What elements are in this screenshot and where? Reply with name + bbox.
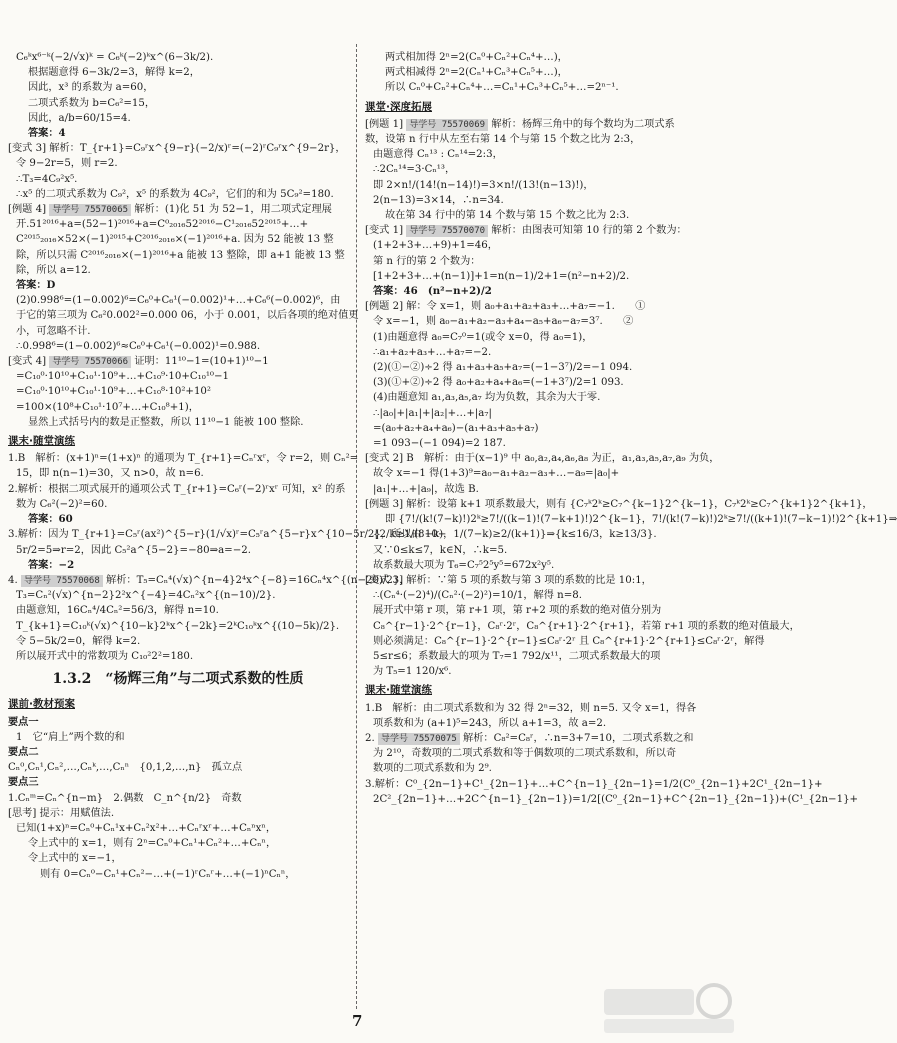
text-line: =C₁₀⁰·10¹⁰+C₁₀¹·10⁹+…+C₁₀⁸·10²+10²	[16, 386, 211, 398]
section-header: 课末·随堂演练	[365, 684, 432, 697]
text-line: 令 5−5k/2=0，解得 k=2.	[16, 635, 141, 647]
study-code-badge: 导学号 75570075	[378, 733, 460, 745]
labeled-line	[365, 731, 741, 746]
text-line: (4)由题意知 a₁,a₃,a₅,a₇ 均为负数，其余为大于零.	[373, 392, 601, 404]
text-line: 答案：60	[28, 513, 73, 526]
text-line: 数，设第 n 行中从左至右第 14 个与第 15 个数之比为 2:3，	[365, 134, 641, 146]
text-line: 第 n 行的第 2 个数为：	[373, 255, 481, 267]
text-line: C₆ᵏx⁶⁻ᵏ(−2/√x)ᵏ = C₆ᵏ(−2)ᵏx^(6−3k/2).	[16, 52, 214, 63]
text-line: 则必须满足：C₈^{r−1}·2^{r−1}≤C₈ʳ·2ʳ 且 C₈^{r+1}·2^{r+1}≤C₈ʳ·2ʳ，解得	[373, 635, 765, 647]
text-line: ∴|a₀|+|a₁|+|a₂|+…+|a₇|	[373, 407, 492, 419]
text-line: 开.51²⁰¹⁶+a=(52−1)²⁰¹⁶+a=C⁰₂₀₁₆52²⁰¹⁶−C¹₂₀₁₆52²⁰¹⁵+…+	[16, 219, 309, 231]
text-line: 2(n−13)=3×14，∴n=34.	[373, 194, 504, 206]
text-line: [例题 3] 解析：设第 k+1 项系数最大，则有 {C₇ᵏ2ᵏ≥C₇^{k−1}2^{k−1}，C₇ᵏ2ᵏ≥C₇^{k+1}2^{k+1}，	[365, 498, 873, 510]
study-code-badge: 导学号 75570068	[21, 575, 103, 587]
right-column	[365, 50, 897, 807]
labeled-line	[8, 573, 410, 588]
text-line: C₈^{r−1}·2^{r−1}，C₈ʳ·2ʳ，C₈^{r+1}·2^{r+1}，若第 r+1 项的系数的绝对值最大，	[373, 620, 800, 632]
text-line: 答案：4	[28, 127, 66, 140]
line-text: 解析：杨辉三角中的每个数均为二项式系	[488, 118, 675, 130]
text-line: 故令 x=−1 得(1+3)⁹=a₀−a₁+a₂−a₃+…−a₉=|a₀|+	[373, 468, 620, 480]
text-line: ∴2Cₙ¹⁴=3·Cₙ¹³，	[373, 164, 456, 176]
labeled-line	[8, 202, 348, 217]
text-line: [变式 3] 解析：T_{r+1}=C₉ʳx^{9−r}(−2/x)ʳ=(−2)ʳC₉ʳx^{9−2r}，	[8, 143, 346, 155]
page-number: 7	[352, 1012, 363, 1030]
line-prefix: [变式 4]	[8, 356, 47, 368]
text-line: 5≤r≤6；系数最大的项为 T₇=1 792/x¹¹，二项式系数最大的项	[373, 650, 661, 662]
watermark-logo	[594, 979, 744, 1039]
text-line: ∴(Cₙ⁴·(−2)⁴)/(Cₙ²·(−2)²)=10/1，解得 n=8.	[373, 590, 582, 602]
column-divider	[356, 44, 357, 1009]
line-prefix: 2.	[365, 732, 375, 744]
line-text: 解析：C₈²=C₈ʳ，∴n=3+7=10，二项式系数之和	[459, 732, 694, 744]
text-line: [变式 3] 解析：∵第 5 项的系数与第 3 项的系数的比是 10:1，	[365, 574, 652, 586]
text-line: T₃=Cₙ²(√x)^{n−2}2²x^{−4}=4Cₙ²x^{(n−10)/2}.	[16, 590, 276, 602]
line-text: 解析：T₅=Cₙ⁴(√x)^{n−4}2⁴x^{−8}=16Cₙ⁴x^{(n−20)/2}，	[102, 574, 410, 586]
study-code-badge: 导学号 75570069	[406, 119, 488, 131]
text-line: =1 093−(−1 094)=2 187.	[373, 438, 506, 450]
text-line: [1+2+3+…+(n−1)]+1=n(n−1)/2+1=(n²−n+2)/2.	[373, 270, 630, 282]
text-line: 5r/2=5⇒r=2，因此 C₅²a^{5−2}=−80⇒a=−2.	[16, 544, 251, 556]
text-line: 显然上式括号内的数是正整数，所以 11¹⁰−1 能被 100 整除.	[28, 416, 304, 428]
section-header: 课末·随堂演练	[8, 435, 75, 448]
text-line: (1)由题意得 a₀=C₇⁰=1(或令 x=0，得 a₀=1)，	[373, 331, 593, 343]
text-line: 令 x=−1，则 a₀−a₁+a₂−a₃+a₄−a₅+a₆−a₇=3⁷. ②	[373, 316, 634, 328]
text-line: 两式相减得 2ⁿ=2(Cₙ¹+Cₙ³+Cₙ⁵+…)，	[385, 67, 568, 79]
section-header: 课前·教材预案	[8, 698, 75, 711]
text-line: 答案：−2	[28, 558, 75, 571]
text-line: (3)(①+②)÷2 得 a₀+a₂+a₄+a₆=(−1+3⁷)/2=1 093.	[373, 377, 624, 389]
text-line: 令上式中的 x=1，则有 2ⁿ=Cₙ⁰+Cₙ¹+Cₙ²+…+Cₙⁿ，	[28, 838, 277, 850]
text-line: (2)0.998⁶=(1−0.002)⁶=C₆⁰+C₆¹(−0.002)¹+…+C₆⁶(−0.002)⁶，由	[16, 295, 341, 307]
text-line: 2C²_{2n−1}+…+2C^{n−1}_{2n−1})=1/2[(C⁰_{2n−1}+C^{2n−1}_{2n−1})+(C¹_{2n−1}+	[373, 793, 859, 805]
text-line: 所以展开式中的常数项为 C₁₀²2²=180.	[16, 650, 194, 662]
line-text: 解析：(1)化 51 为 52−1，用二项式定理展	[131, 204, 332, 216]
text-line: (2)(①−②)÷2 得 a₁+a₃+a₅+a₇=(−1−3⁷)/2=−1 094.	[373, 362, 633, 374]
text-line: 因此，x³ 的系数为 a=60，	[28, 82, 154, 94]
text-line: 则有 0=Cₙ⁰−Cₙ¹+Cₙ²−…+(−1)ʳCₙʳ+…+(−1)ⁿCₙⁿ，	[40, 868, 296, 880]
text-line: (1+2+3+…+9)+1=46，	[373, 240, 498, 252]
text-line: [例题 2] 解：令 x=1，则 a₀+a₁+a₂+a₃+…+a₇=−1. ①	[365, 301, 646, 313]
text-line: ∴a₁+a₂+a₃+…+a₇=−2.	[373, 346, 492, 358]
text-line: 已知(1+x)ⁿ=Cₙ⁰+Cₙ¹x+Cₙ²x²+…+Cₙʳxʳ+…+Cₙⁿxⁿ，	[16, 822, 277, 834]
text-line: 即 2×n!/(14!(n−14)!)=3×n!/(13!(n−13)!)，	[373, 179, 594, 191]
labeled-line	[365, 223, 741, 238]
line-prefix: [例题 1]	[365, 118, 404, 130]
text-line: 2.解析：根据二项式展开的通项公式 T_{r+1}=C₆ʳ(−2)ʳxʳ 可知，x² 的系	[8, 483, 346, 495]
section-header: 课堂·深度拓展	[365, 100, 432, 113]
text-line: 即 {7!/(k!(7−k)!)2ᵏ≥7!/((k−1)!(7−k+1)!)2^{k−1}，7!/(k!(7−k)!)2ᵏ≥7!/((k+1)!(7−k−1)!)2^{k+1}⇒	[385, 514, 897, 526]
text-line: 答案：D	[16, 279, 56, 292]
text-line: {2/k≥1/(8−k)，1/(7−k)≥2/(k+1)}⇒{k≤16/3，k≥13/3}.	[373, 529, 657, 541]
text-line: 要点三	[8, 776, 39, 789]
text-line: 要点二	[8, 745, 39, 758]
text-line: 1 它“肩上”两个数的和	[16, 731, 125, 743]
text-line: 1.B 解析：(x+1)ⁿ=(1+x)ⁿ 的通项为 T_{r+1}=Cₙʳxʳ，令 r=2，则 Cₙ²=	[8, 453, 359, 465]
text-line: 数为 C₆²(−2)²=60.	[16, 498, 108, 510]
text-line: 令 9−2r=5，则 r=2.	[16, 158, 118, 170]
text-line: 1.B 解析：由二项式系数和为 32 得 2ⁿ=32，则 n=5. 又令 x=1，得各	[365, 702, 697, 714]
text-line: 又∵0≤k≤7，k∈N，∴k=5.	[373, 544, 508, 556]
section-heading: 1.3.2 “杨辉三角”与二项式系数的性质	[52, 671, 304, 688]
text-line: 展开式中第 r 项，第 r+1 项，第 r+2 项的系数的绝对值分别为	[373, 605, 662, 617]
text-line: ∴T₃=4C₉²x⁵.	[16, 173, 78, 185]
text-line: 答案：46 (n²−n+2)/2	[373, 285, 492, 298]
text-line: 数项的二项式系数和为 2⁹.	[373, 763, 492, 775]
text-line: |a₁|+…+|a₉|，故选 B.	[373, 483, 479, 495]
text-line: 3.解析：C⁰_{2n−1}+C¹_{2n−1}+…+C^{n−1}_{2n−1}=1/2(C⁰_{2n−1}+2C¹_{2n−1}+	[365, 778, 823, 790]
text-line: 故系数最大项为 T₆=C₇⁵2⁵y⁵=672x²y⁵.	[373, 559, 555, 571]
text-line: Cₙ⁰,Cₙ¹,Cₙ²,…,Cₙᵏ,…,Cₙⁿ {0,1,2,…,n} 孤立点	[8, 762, 243, 774]
text-line: 小，可忽略不计.	[16, 325, 91, 337]
line-text: 解析：由图表可知第 10 行的第 2 个数为：	[488, 225, 687, 237]
text-line: 所以 Cₙ⁰+Cₙ²+Cₙ⁴+…=Cₙ¹+Cₙ³+Cₙ⁵+…=2ⁿ⁻¹.	[385, 82, 619, 94]
study-code-badge: 导学号 75570065	[49, 204, 131, 216]
text-line: 3.解析：因为 T_{r+1}=C₅ʳ(ax²)^{5−r}(1/√x)ʳ=C₅ʳa^{5−r}x^{10−5r/2}，所以由 10−	[8, 529, 447, 541]
text-line: 项系数和为 (a+1)⁵=243，所以 a+1=3，故 a=2.	[373, 717, 607, 729]
text-line: [变式 2] B 解析：由于(x−1)⁹ 中 a₀,a₂,a₄,a₆,a₈ 为正，a₁,a₃,a₅,a₇,a₉ 为负，	[365, 453, 720, 465]
text-line: ∴x⁵ 的二项式系数为 C₉²，x⁵ 的系数为 4C₉²，它们的和为 5C₉²=180.	[16, 188, 334, 200]
text-line: 于它的第三项为 C₆²0.002²=0.000 06，小于 0.001，以后各项的绝对值更	[16, 310, 359, 322]
labeled-line	[365, 117, 741, 132]
text-line: 两式相加得 2ⁿ=2(Cₙ⁰+Cₙ²+Cₙ⁴+…)，	[385, 52, 568, 63]
text-line: 由题意知，16Cₙ⁴/4Cₙ²=56/3，解得 n=10.	[16, 605, 219, 617]
text-line: 要点一	[8, 715, 39, 728]
text-line: 令上式中的 x=−1，	[28, 853, 122, 865]
text-line: 15，即 n(n−1)=30，又 n>0，故 n=6.	[16, 468, 204, 480]
text-line: =(a₀+a₂+a₄+a₆)−(a₁+a₃+a₅+a₇)	[373, 422, 539, 434]
text-line: =100×(10⁸+C₁₀¹·10⁷+…+C₁₀⁸+1)，	[16, 401, 199, 413]
text-line: 除，所以只需 C²⁰¹⁶₂₀₁₆×(−1)²⁰¹⁶+a 能被 13 整除，即 a+1 能被 13 整	[16, 249, 345, 261]
text-line: 因此，a/b=60/15=4.	[28, 112, 131, 124]
study-code-badge: 导学号 75570070	[406, 225, 488, 237]
text-line: 根据题意得 6−3k/2=3，解得 k=2，	[28, 67, 200, 79]
text-line: 为 2¹⁰，奇数项的二项式系数和等于偶数项的二项式系数和，所以奇	[373, 748, 677, 760]
text-line: [思考] 提示：用赋值法.	[8, 807, 115, 819]
line-prefix: [例题 4]	[8, 204, 47, 216]
text-line: 由题意得 Cₙ¹³ : Cₙ¹⁴=2:3，	[373, 149, 503, 161]
text-line: =C₁₀⁰·10¹⁰+C₁₀¹·10⁹+…+C₁₀⁹·10+C₁₀¹⁰−1	[16, 371, 230, 383]
text-line: 为 T₅=1 120/x⁶.	[373, 666, 452, 678]
text-line: ∴0.998⁶=(1−0.002)⁶≈C₆⁰+C₆¹(−0.002)¹=0.988.	[16, 340, 261, 352]
text-line: C²⁰¹⁵₂₀₁₆×52×(−1)²⁰¹⁵+C²⁰¹⁶₂₀₁₆×(−1)²⁰¹⁶+a. 因为 52 能被 13 整	[16, 234, 334, 246]
text-line: 故在第 34 行中的第 14 个数与第 15 个数之比为 2:3.	[385, 210, 630, 222]
line-prefix: [变式 1]	[365, 225, 404, 237]
text-line: T_{k+1}=C₁₀ᵏ(√x)^{10−k}2ᵏx^{−2k}=2ᵏC₁₀ᵏx^{(10−5k)/2}.	[16, 620, 340, 632]
study-code-badge: 导学号 75570066	[49, 356, 131, 368]
text-line: 二项式系数为 b=C₆²=15，	[28, 97, 156, 109]
labeled-line	[8, 354, 348, 369]
text-line: 1.Cₙᵐ=Cₙ^{n−m} 2.偶数 C_n^{n/2} 奇数	[8, 792, 242, 804]
line-text: 证明：11¹⁰−1=(10+1)¹⁰−1	[131, 356, 269, 368]
line-prefix: 4.	[8, 574, 18, 586]
text-line: 除，所以 a=12.	[16, 264, 91, 276]
